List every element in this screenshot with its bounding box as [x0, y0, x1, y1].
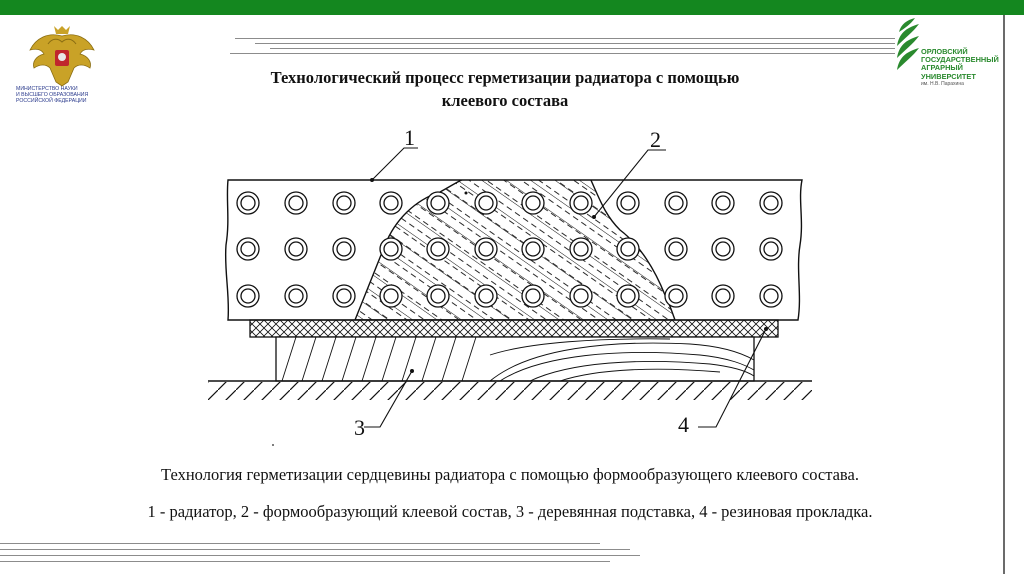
header-rule [270, 48, 895, 49]
footer-rule [0, 549, 630, 550]
ground-surface [208, 381, 812, 400]
right-border-line [1003, 15, 1005, 574]
header-rule [235, 38, 895, 39]
rubber-gasket [250, 320, 778, 337]
header-rule [230, 53, 895, 54]
diagram-legend: 1 - радиатор, 2 - формообразующий клеевой состав, 3 - деревянная подставка, 4 - резиновая прокладка. [147, 502, 873, 521]
label-1: 1 [404, 125, 415, 150]
wooden-stand [276, 337, 754, 381]
diagram-caption: Технология герметизации сердцевины радиатора с помощью формообразующего клеевого состава. [161, 465, 859, 484]
label-2: 2 [650, 127, 661, 152]
leader-line-1 [372, 148, 418, 180]
page-title: Технологический процесс герметизации радиатора с помощью клеевого состава [270, 68, 740, 110]
footer-rule [0, 561, 610, 562]
label-4: 4 [678, 412, 689, 437]
university-name: ОРЛОВСКИЙ ГОСУДАРСТВЕННЫЙ АГРАРНЫЙ УНИВЕРСИТЕТ им. Н.В. Парахина [921, 47, 999, 87]
stray-dot [272, 444, 274, 446]
header-rule [255, 43, 895, 44]
label-3: 3 [354, 415, 365, 440]
radiator-sealing-diagram [200, 120, 840, 450]
ministry-name: МИНИСТЕРСТВО НАУКИ И ВЫСШЕГО ОБРАЗОВАНИЯ РОССИЙСКОЙ ФЕДЕРАЦИИ [16, 86, 89, 104]
top-accent-bar [0, 0, 1024, 15]
footer-rule [0, 543, 600, 544]
footer-rule [0, 555, 640, 556]
green-leaves-icon [893, 18, 923, 73]
